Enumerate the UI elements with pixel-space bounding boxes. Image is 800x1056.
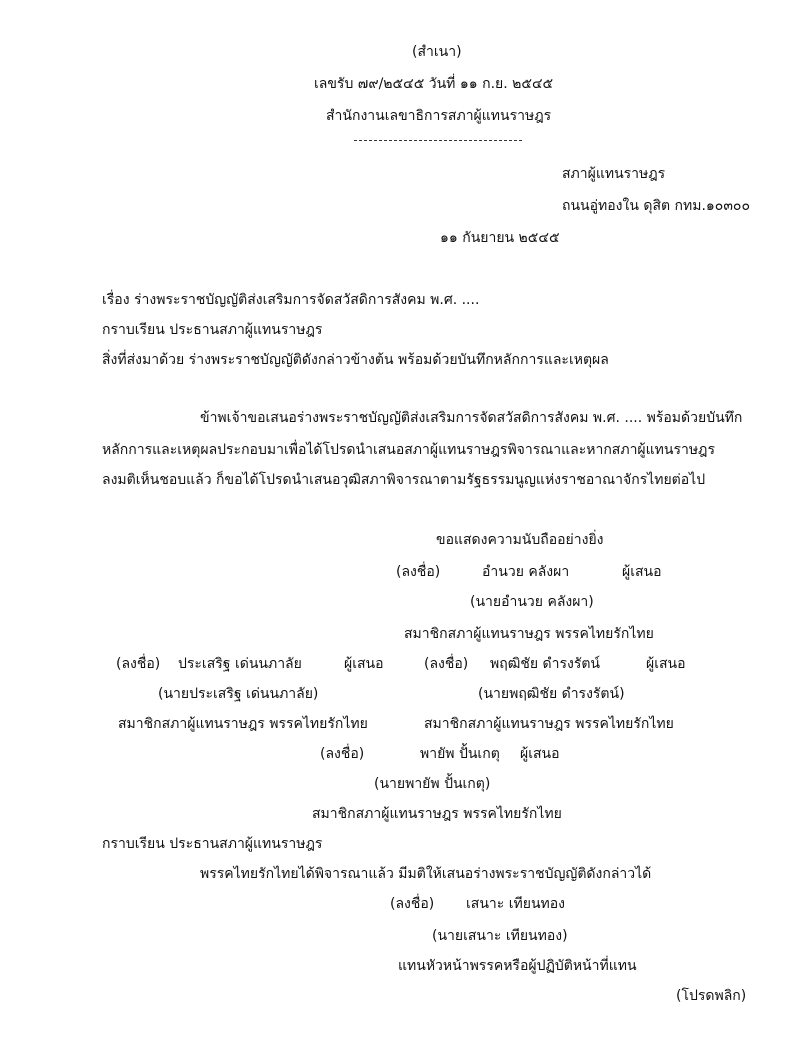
- endorser-name: (นายเสนาะ เทียนทอง): [432, 928, 568, 944]
- salutation: กราบเรียน ประธานสภาผู้แทนราษฎร: [102, 322, 323, 338]
- sign-label: (ลงชื่อ): [390, 896, 435, 912]
- copy-mark: (สำเนา): [412, 44, 462, 60]
- header-divider: [354, 140, 522, 141]
- signer-4-title: สมาชิกสภาผู้แทนราษฎร พรรคไทยรักไทย: [312, 806, 562, 822]
- sign-label: (ลงชื่อ): [396, 564, 441, 580]
- signer-2-name: (นายประเสริฐ เด่นนภาลัย): [158, 686, 319, 702]
- enclosure-line: สิ่งที่ส่งมาด้วย ร่างพระราชบัญญัติดังกล่าวข้างต้น พร้อมด้วยบันทึกหลักการและเหตุผล: [102, 352, 609, 368]
- closing-regards: ขอแสดงความนับถืออย่างยิ่ง: [436, 532, 604, 548]
- subject-line: เรื่อง ร่างพระราชบัญญัติส่งเสริมการจัดสวัสดิการสังคม พ.ศ. ....: [102, 292, 480, 308]
- endorsement-salutation: กราบเรียน ประธานสภาผู้แทนราษฎร: [102, 836, 323, 852]
- signer-2-title: สมาชิกสภาผู้แทนราษฎร พรรคไทยรักไทย: [118, 716, 368, 732]
- signature-1: อำนวย คลังผา: [482, 564, 570, 580]
- sign-label: (ลงชื่อ): [320, 746, 365, 762]
- receipt-line: เลขรับ ๗๙/๒๕๔๕ วันที่ ๑๑ ก.ย. ๒๕๔๕: [314, 76, 554, 92]
- office-name: สำนักงานเลขาธิการสภาผู้แทนราษฎร: [326, 108, 552, 124]
- sign-label: (ลงชื่อ): [116, 656, 161, 672]
- turn-over-note: (โปรดพลิก): [676, 988, 747, 1004]
- signer-1-title: สมาชิกสภาผู้แทนราษฎร พรรคไทยรักไทย: [404, 626, 654, 642]
- body-paragraph-line-3: ลงมติเห็นชอบแล้ว ก็ขอได้โปรดนำเสนอวุฒิสภาพิจารณาตามรัฐธรรมนูญแห่งราชอาณาจักรไทยต่อไป: [102, 472, 706, 488]
- signer-4-name: (นายพายัพ ปั้นเกตุ): [374, 776, 491, 792]
- proposer-label: ผู้เสนอ: [520, 746, 560, 762]
- address-street: ถนนอู่ทองใน ดุสิต กทม.๑๐๓๐๐: [562, 198, 751, 214]
- proposer-label: ผู้เสนอ: [344, 656, 384, 672]
- endorser-signature: เสนาะ เทียนทอง: [466, 896, 565, 912]
- signature-4: พายัพ ปั้นเกตุ: [420, 746, 500, 762]
- sign-label: (ลงชื่อ): [424, 656, 469, 672]
- body-paragraph-line-2: หลักการและเหตุผลประกอบมาเพื่อได้โปรดนำเสนอสภาผู้แทนราษฎรพิจารณาและหากสภาผู้แทนราษฎร: [102, 442, 715, 458]
- proposer-label: ผู้เสนอ: [622, 564, 662, 580]
- address-org: สภาผู้แทนราษฎร: [562, 166, 666, 182]
- signer-3-name: (นายพฤฒิชัย ดำรงรัตน์): [478, 686, 625, 702]
- endorsement-statement: พรรคไทยรักไทยได้พิจารณาแล้ว มีมติให้เสนอร่างพระราชบัญญัติดังกล่าวได้: [200, 866, 652, 882]
- letter-date: ๑๑ กันยายน ๒๕๔๕: [440, 230, 560, 246]
- signer-1-name: (นายอำนวย คลังผา): [470, 594, 594, 610]
- signer-3-title: สมาชิกสภาผู้แทนราษฎร พรรคไทยรักไทย: [424, 716, 674, 732]
- signature-2: ประเสริฐ เด่นนภาลัย: [178, 656, 302, 672]
- endorser-role: แทนหัวหน้าพรรคหรือผู้ปฏิบัติหน้าที่แทน: [398, 958, 637, 974]
- body-paragraph-line-1: ข้าพเจ้าขอเสนอร่างพระราชบัญญัติส่งเสริมการจัดสวัสดิการสังคม พ.ศ. .... พร้อมด้วยบันทึก: [200, 410, 743, 426]
- signature-3: พฤฒิชัย ดำรงรัตน์: [490, 656, 600, 672]
- proposer-label: ผู้เสนอ: [646, 656, 686, 672]
